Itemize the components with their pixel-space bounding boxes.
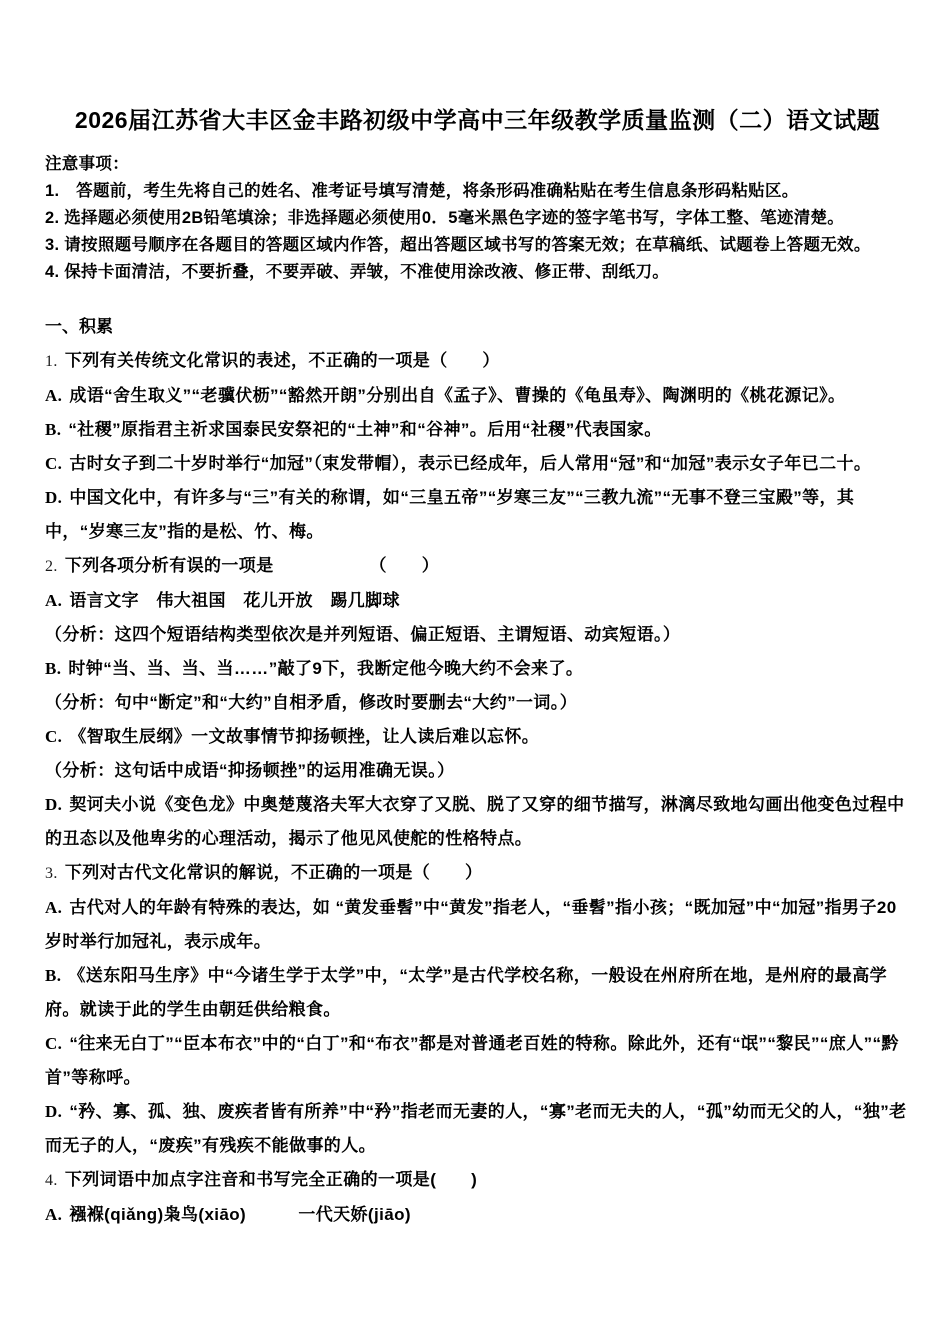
line-prefix: C.: [45, 1034, 63, 1053]
line-text: 下列词语中加点字注音和书写完全正确的一项是( ): [64, 1170, 478, 1189]
line-text: 古代对人的年龄有特殊的表达，如 “黄发垂髫”中“黄发”指老人，“垂髫”指小孩；“既加冠”中“加冠”指男子20岁时举行加冠礼，表示成年。: [45, 898, 897, 951]
notice-item: 2. 选择题必须使用2B铅笔填涂；非选择题必须使用0．5毫米黑色字迹的签字笔书写，字体工整、笔迹清楚。: [45, 209, 845, 227]
body-line: [45, 379, 910, 413]
line-prefix: 4.: [45, 1172, 58, 1189]
body-line: [45, 686, 910, 720]
line-text: 《送东阳马生序》中“今诸生学于太学”中，“太学”是古代学校名称，一般设在州府所在地，是州府的最高学府。就读于此的学生由朝廷供给粮食。: [45, 966, 887, 1019]
body-line: [45, 1095, 910, 1163]
line-text: 语言文字 伟大祖国 花儿开放 踢几脚球: [69, 591, 400, 610]
body-line: [45, 447, 910, 481]
notice-item: 3. 请按照题号顺序在各题目的答题区域内作答，超出答题区域书写的答案无效；在草稿纸、试题卷上答题无效。: [45, 236, 871, 254]
body-line: [45, 1198, 910, 1232]
line-text: 下列有关传统文化常识的表述，不正确的一项是（ ）: [64, 351, 500, 370]
line-prefix: D.: [45, 795, 63, 814]
line-prefix: A.: [45, 1205, 63, 1224]
line-text: （分析：这四个短语结构类型依次是并列短语、偏正短语、主谓短语、动宾短语。）: [45, 625, 681, 644]
line-text: “矜、寡、孤、独、废疾者皆有所养”中“矜”指老而无妻的人，“寡”老而无夫的人，“孤”幼而无父的人，“独”老而无子的人，“废疾”有残疾不能做事的人。: [45, 1102, 907, 1155]
line-text: （分析：句中“断定”和“大约”自相矛盾，修改时要删去“大约”一词。）: [45, 693, 578, 712]
line-text: 成语“舍生取义”“老骥伏枥”“豁然开朗”分别出自《孟子》、曹操的《龟虽寿》、陶渊明的《桃花源记》。: [69, 386, 846, 405]
line-prefix: B.: [45, 966, 62, 985]
notice-item: 4. 保持卡面清洁，不要折叠，不要弄破、弄皱，不准使用涂改液、修正带、刮纸刀。: [45, 263, 670, 281]
body-line: [45, 959, 910, 1027]
line-text: “往来无白丁”“臣本布衣”中的“白丁”和“布衣”都是对普通老百姓的特称。除此外，还有“氓”“黎民”“庶人”“黔首”等称呼。: [45, 1034, 899, 1087]
line-text: 契诃夫小说《变色龙》中奥楚蔑洛夫军大衣穿了又脱、脱了又穿的细节描写，淋漓尽致地勾画出他变色过程中的丑态以及他卑劣的心理活动，揭示了他见风使舵的性格特点。: [45, 795, 905, 848]
section-accumulation: [45, 310, 910, 1232]
body-line: [45, 584, 910, 618]
body-line: [45, 344, 910, 379]
notice-heading: 注意事项：: [45, 155, 129, 173]
notice-list: [45, 178, 910, 286]
notice-section: [45, 151, 910, 286]
line-text: 襁褓(qiǎng)枭鸟(xiāo) 一代天娇(jiāo): [69, 1205, 411, 1224]
line-prefix: A.: [45, 386, 63, 405]
body-line: [45, 1163, 910, 1198]
body-line: [45, 891, 910, 959]
line-prefix: B.: [45, 659, 62, 678]
line-text: 古时女子到二十岁时举行“加冠”（束发带帽），表示已经成年，后人常用“冠”和“加冠”表示女子年已二十。: [69, 454, 872, 473]
line-text: 时钟“当、当、当、当……”敲了9下，我断定他今晚大约不会来了。: [68, 659, 584, 678]
line-prefix: 3.: [45, 865, 58, 882]
body-line: [45, 618, 910, 652]
line-text: 下列对古代文化常识的解说，不正确的一项是（ ）: [64, 863, 483, 882]
body-line: [45, 1027, 910, 1095]
line-prefix: 2.: [45, 558, 58, 575]
body-line: [45, 720, 910, 754]
notice-item: 1. 答题前，考生先将自己的姓名、准考证号填写清楚，将条形码准确粘贴在考生信息条形码粘贴区。: [45, 182, 799, 200]
line-text: 《智取生辰纲》一文故事情节抑扬顿挫，让人读后难以忘怀。: [69, 727, 540, 746]
line-prefix: B.: [45, 420, 62, 439]
body-line: [45, 481, 910, 549]
line-text: 中国文化中，有许多与“三”有关的称谓，如“三皇五帝”“岁寒三友”“三教九流”“无事不登三宝殿”等，其中，“岁寒三友”指的是松、竹、梅。: [45, 488, 855, 541]
line-prefix: C.: [45, 454, 63, 473]
body-line: [45, 549, 910, 584]
body-line: [45, 754, 910, 788]
line-text: “社稷”原指君主祈求国泰民安祭祀的“土神”和“谷神”。后用“社稷”代表国家。: [68, 420, 662, 439]
body-line: [45, 413, 910, 447]
page-title: 2026届江苏省大丰区金丰路初级中学高中三年级教学质量监测（二）语文试题: [74, 107, 881, 133]
body-line: [45, 652, 910, 686]
line-text: （分析：这句话中成语“抑扬顿挫”的运用准确无误。）: [45, 761, 455, 780]
body-line: [45, 788, 910, 856]
body-line: [45, 856, 910, 891]
line-prefix: A.: [45, 591, 63, 610]
section-heading: 一、积累: [45, 317, 113, 336]
line-prefix: A.: [45, 898, 63, 917]
line-prefix: D.: [45, 1102, 63, 1121]
line-prefix: C.: [45, 727, 63, 746]
line-prefix: 1.: [45, 353, 58, 370]
line-prefix: D.: [45, 488, 63, 507]
line-text: 下列各项分析有误的一项是 （ ）: [64, 556, 440, 575]
question-list: [45, 344, 910, 1232]
